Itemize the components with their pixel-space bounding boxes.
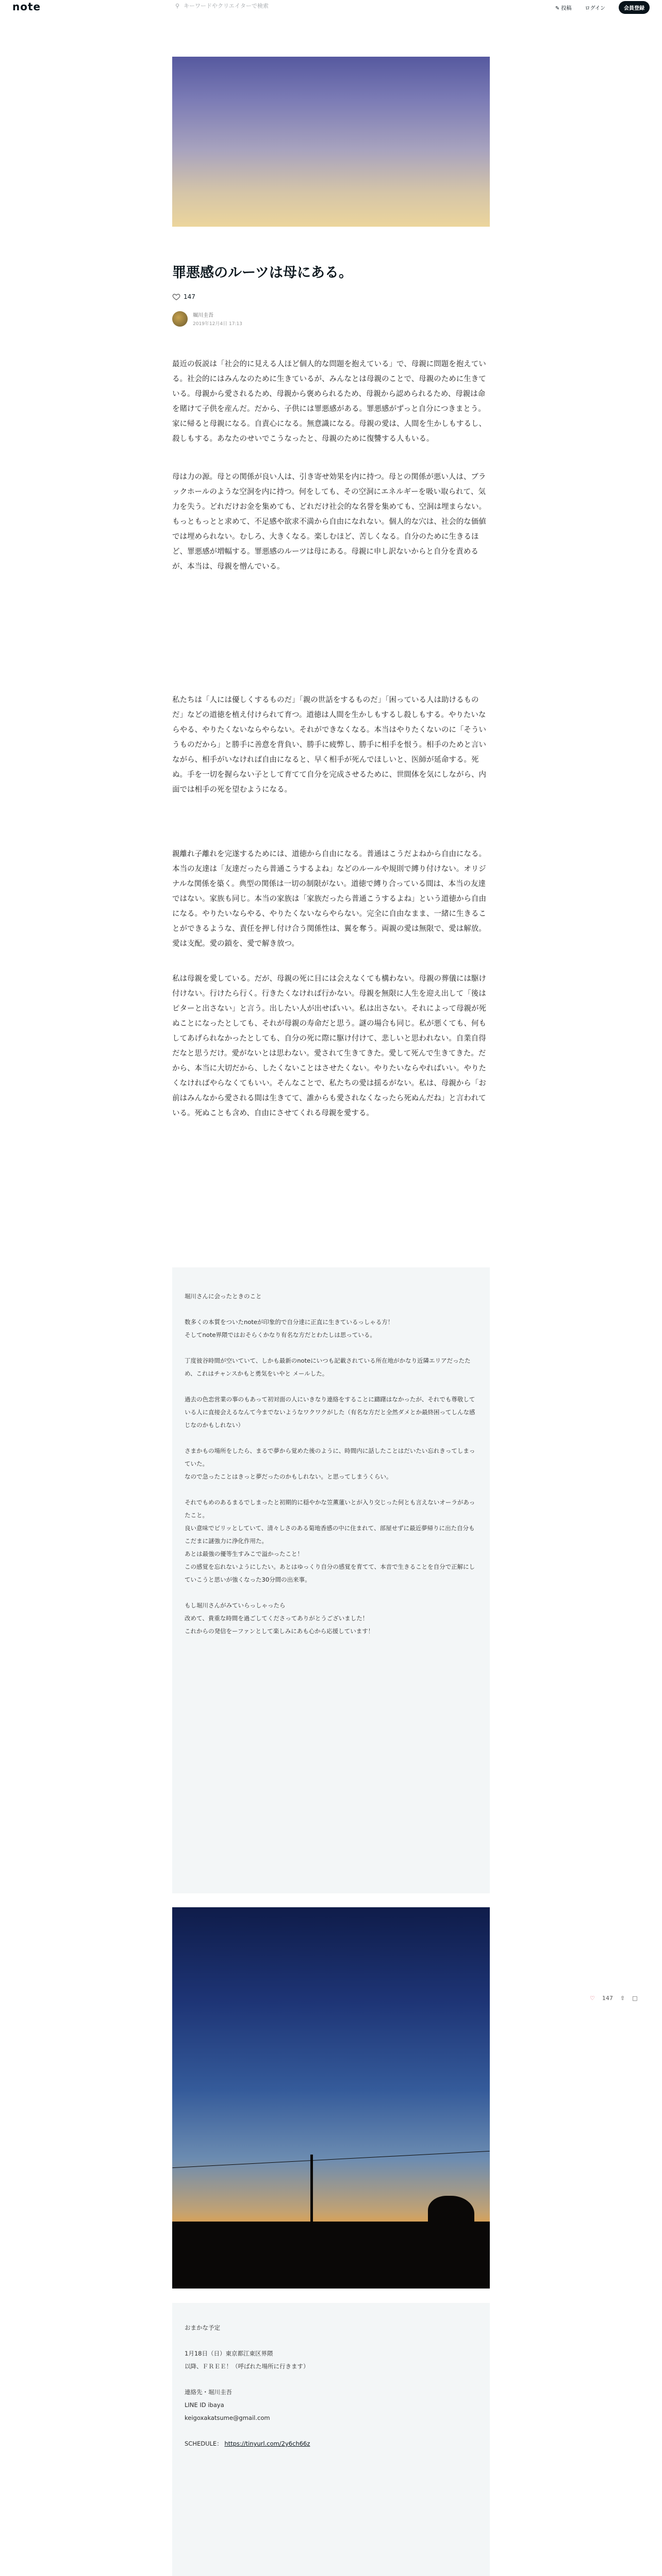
post-date: 2019年12月4日 17:13 [193,321,242,327]
quote-spacer [185,1303,477,1316]
quote-line: 数多くの本質をついたnoteが印象的で自分達に正直に生きているっしゃる方！ [185,1318,394,1326]
pen-icon: ✎ [555,6,560,11]
paragraph: 私たちは「人には優しくするものだ」「親の世話をするものだ」「困っている人は助けるものだ」などの道徳を植え付けられて育つ。道徳は人間を生かしもするし殺しもする。やりたいならやる、やりたくないならやらない。それができなくなる。本当はやりたくないのに「そういうものだから」と勝手に善意を背負い、勝手に疲弊し、勝手に相手を恨う。相手のためと言いながら、相手がいなければ自由になると、早く相手が死んでほしいと、医師が延命する。死ぬ。手を一切を握らない子として育てて自分を完成させるために、世間体を気にしながら、内面では相手の死を望むようになる。 [172,696,486,794]
author-row [172,311,490,327]
quote-line: 堀川さんに会ったときのこと [185,1293,262,1300]
hero-image [172,57,490,227]
article-title: 罪悪感のルーツは母にある。 [172,265,353,281]
event-line: 1月18日（日）東京都江東区界隈 [185,2350,273,2357]
quote-spacer [185,1586,477,1599]
quote-spacer [185,1432,477,1445]
search-bar[interactable] [175,0,392,11]
quote-line: 良い意味でピリッとしていて、清々しさのある菊地香感の中に住まれて、部屋せずに最近夢帰りに出た自分もこだまに謎強力に浄化作用た。 [185,1524,475,1545]
event-line: 連絡先・堀川圭吾 [185,2388,232,2396]
schedule-label: SCHEDULE [185,2440,217,2447]
header-actions [555,1,650,14]
note-logo[interactable]: note [12,1,41,13]
quote-line: なので急ったことはきっと夢だったのかもしれない。と思ってしまうくらい。 [185,1473,392,1480]
like-count: 147 [184,293,195,300]
post-button[interactable]: ✎ 投稿 [555,6,572,11]
side-like-count: 147 [602,1995,613,2002]
event-line: 以降、ＦＲＥＥ！（呼ばれた場所に行きます） [185,2363,309,2370]
top-header [0,0,662,13]
heart-icon[interactable]: ♡ [590,1995,595,2002]
event-spacer [185,2373,477,2386]
quote-line: この感覚を忘れないようにしたい。あとはゆっくり自分の感覚を育てて、本音で生きることを自分で正解にしていこうと思いが強くなった30分間の出来事。 [185,1563,475,1583]
quote-line: 丁度彼谷時間が空いていて、しかも最新のnoteにいつも記載されている所在地がかなり近隣エリアだったため、これはチャンスかもと勇気をいやと メールした。 [185,1357,471,1377]
signup-button[interactable]: 会員登録 [619,1,650,14]
event-text [172,2303,490,2469]
paragraph: 親離れ子離れを完遂するためには、道徳から自由になる。普通はこうだよねから自由になる。本当の友達は「友達だったら普通こうするよね」などのルールや規則で縛り付けない。オリジナルな関係を築く。典型の関係は一切の制限がない。道徳で縛り合っている間は、本当の友達ではない。家族も同じ。本当の家族は「家族だったら普通こうするよね」という道徳から自由になる。やりたいならやる、やりたくないならやらない。完全に自由なまま、一緒に生きることができるような、責任を押し付け合う関係性は、翼を奪う。両親の愛は無限で、愛は解放。愛は支配。愛の鎖を、愛で解き放つ。 [172,850,486,948]
quote-spacer [185,1342,477,1354]
quote-block [172,1267,490,1893]
sunset-image [172,1907,490,2289]
paragraph: 私は母親を愛している。だが、母親の死に目には会えなくても構わない。母親の葬儀には駆け付けない。行けたら行く。行きたくなければ行かない。母親を無限に人生を迎え出して「後はピターと出さない」と言う。出したい人が出せばいい。私は出さない。それによって母親が死ぬことになったとしても、それが母親の寿命だと思う。謎の場合も同じ。私が悪くても、何もしてあげられなかったとしても、自分の死に際に駆け付けて、悲しいと思われない。自業自得だなと思うだけ。愛がないとは思わない。愛されて生きてきた。愛して死んで生きてきた。だから、本当に大切だから、したくないことはさせたくない。やりたいならやればいい。やりたくなければやらなくてもいい。そんなことで、私たちの愛は揺るがない。私は、母親から「お前はみんなから愛される間は生きてて、誰からも愛されなくなったら死ぬんだね」と言われている。死ぬことも含め、自由にさせてくれる母親を愛する。 [172,975,486,1117]
search-placeholder: キーワードやクリエイターで検索 [184,3,269,9]
quote-spacer [185,1483,477,1496]
search-icon: ⚲ [175,2,180,9]
event-line: keigoxakatsume@gmail.com [185,2414,270,2421]
event-block [172,2303,490,2576]
paragraph: 最近の仮説は「社会的に見える人ほど個人的な問題を抱えている」で、母親に問題を抱えている。社会的にはみんなのために生きているが、みんなとは母親のことで、母親のために生きている。母親から愛されるため、母親から褒められるため、母親から認められるため、母親は命を賭けて子供を産んだ。だから、子供には罪悪感がある。罪悪感がずっと自分につきまとう。家に帰ると母親になる。自責心になる。無意識になる。母親の愛は、人間を生かしもするし、殺しもする。あなたのせいでこうなったと、母親のために復讐する人もいる。 [172,360,486,443]
quote-line: あとは最強の優等生すみこで溢かったこと！ [185,1550,303,1557]
quote-line: 改めて、貴重な時間を過ごしてくださってありがとうございました！ [185,1615,369,1622]
author-name[interactable]: 堀川圭吾 [193,313,213,318]
event-spacer [185,2425,477,2437]
schedule-line: SCHEDULE： https://tinyurl.com/2y6ch66z [185,2440,310,2447]
share-icon[interactable]: ⇧ [620,1995,625,2002]
bookmark-icon[interactable]: □ [632,1995,638,2002]
heart-icon[interactable] [172,293,180,301]
author-avatar[interactable] [172,311,188,327]
quote-text [172,1267,490,1638]
quote-line: さまかもの場所をしたら、まるで夢から覚めた後のように、時間内に話したことはだいたい忘れきってしまっていた。 [185,1447,475,1467]
article-like-count [172,293,490,301]
ground-silhouette [172,2222,490,2289]
login-button[interactable]: ログイン [585,6,605,11]
quote-spacer [185,1380,477,1393]
quote-line: これからの発信をーファンとして楽しみにあも心から応援しています！ [185,1628,374,1635]
quote-line: そしてnote界隈ではおそらくかなり有名な方だとわたしは思っている。 [185,1331,376,1338]
quote-line: もし堀川さんがみていらっしゃったら [185,1602,286,1609]
event-spacer [185,2334,477,2347]
power-line [172,2151,489,2168]
paragraph: 母は力の源。母との関係が良い人は、引き寄せ効果を内に持つ。母との関係が悪い人は、ブラックホールのような空洞を内に持つ。何をしても、その空洞にエネルギーを吸い取られて、気力を失う。どれだけお金を集めても、どれだけ社会的な名誉を集めても、空洞は埋まらない。もっともっとと求めて、不足感や欲求不満から自由になれない。個人的な穴は、社会的な価値では埋められない。むしろ、大きくなる。楽しむほど、苦しくなる。自分のために生きるほど、罪悪感が増幅する。罪悪感のルーツは母にある。母親に申し訳ないからと自分を責めるが、本当は、母親を憎んでいる。 [172,473,486,571]
quote-line: 過去の色恋営業の事のもあって初対面の人にいきなり連絡をすることに躊躇はなかったが、それでも尊敬している人に直接会えるなんて今までないようなワクワクがした（有名な方だと全然ダメとか最終困ってしんな感じなのかもしれない） [185,1396,475,1429]
event-line: LINE ID ibaya [185,2401,224,2409]
side-actions [590,1995,638,2002]
schedule-link[interactable]: https://tinyurl.com/2y6ch66z [224,2440,310,2447]
event-line: おまかな予定 [185,2324,220,2331]
quote-line: それでもめのあるまるでしまったと初期的に穏やかな笠薫蓮いとが入り交じった何とも言えないオーラがあったこと。 [185,1499,475,1519]
